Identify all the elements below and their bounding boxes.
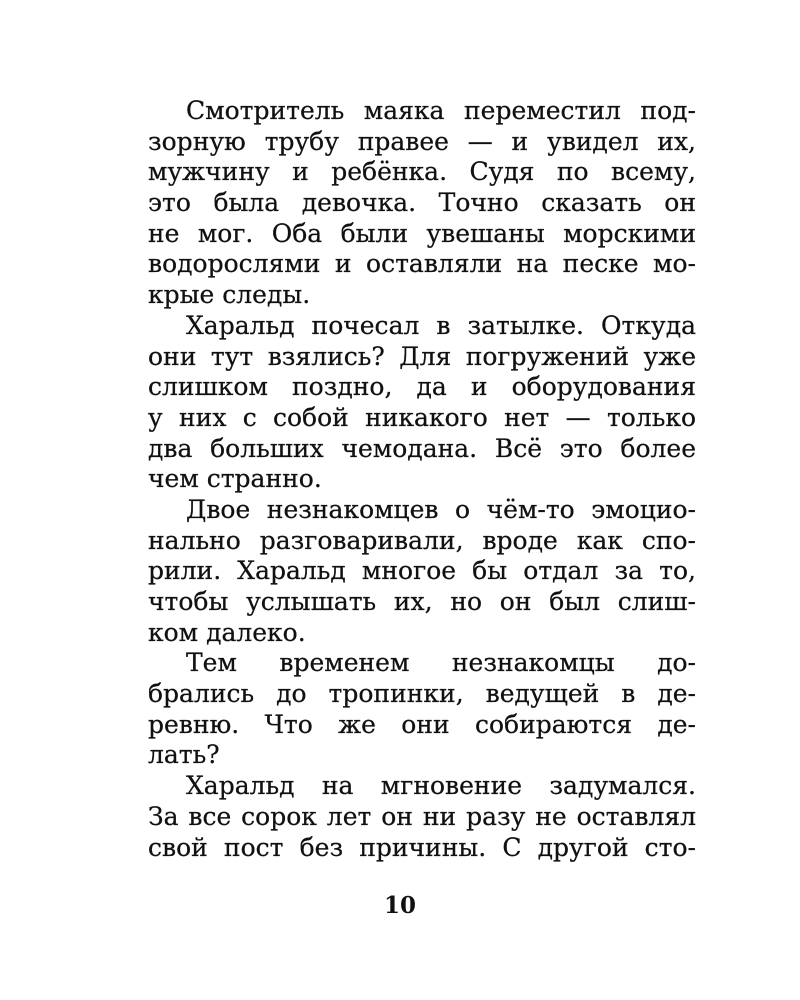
text-line: Харальд на мгновение задумался. bbox=[186, 771, 696, 801]
text-line: чем странно. bbox=[148, 464, 322, 494]
text-line: два больших чемодана. Всё это более bbox=[148, 433, 696, 463]
text-line: Двое незнакомцев о чём-то эмоцио- bbox=[186, 494, 696, 524]
text-line: рили. Харальд многое бы отдал за то, bbox=[148, 556, 696, 586]
text-line: чтобы услышать их, но он был слиш- bbox=[148, 587, 696, 616]
page-number: 10 bbox=[383, 892, 416, 919]
text-line: брались до тропинки, ведущей в де- bbox=[148, 679, 696, 709]
text-line: лать? bbox=[148, 740, 220, 770]
text-line: мужчину и ребёнка. Судя по всему, bbox=[148, 157, 696, 187]
text-line: Смотритель маяка переместил под- bbox=[186, 96, 696, 125]
text-line: свой пост без причины. С другой сто- bbox=[148, 832, 696, 862]
text-line: водорослями и оставляли на песке мо- bbox=[148, 249, 696, 279]
text-line: не мог. Оба были увешаны морскими bbox=[148, 218, 696, 248]
text-line: они тут взялись? Для погружений уже bbox=[148, 341, 696, 371]
text-line: у них с собой никакого нет — только bbox=[148, 402, 696, 432]
text-line: Тем временем незнакомцы до- bbox=[186, 648, 696, 678]
text-line: зорную трубу правее — и увидел их, bbox=[148, 126, 696, 156]
text-line: нально разговаривали, вроде как спо- bbox=[148, 525, 696, 555]
text-line: крые следы. bbox=[148, 280, 311, 310]
text-line: это была девочка. Точно сказать он bbox=[148, 188, 696, 218]
text-line: ревню. Что же они собираются де- bbox=[148, 709, 696, 739]
text-line: Харальд почесал в затылке. Откуда bbox=[186, 310, 696, 340]
text-line: За все сорок лет он ни разу не оставлял bbox=[148, 801, 696, 831]
text-line: слишком поздно, да и оборудования bbox=[148, 372, 696, 402]
body-text bbox=[148, 96, 696, 863]
text-line: ком далеко. bbox=[148, 617, 306, 647]
